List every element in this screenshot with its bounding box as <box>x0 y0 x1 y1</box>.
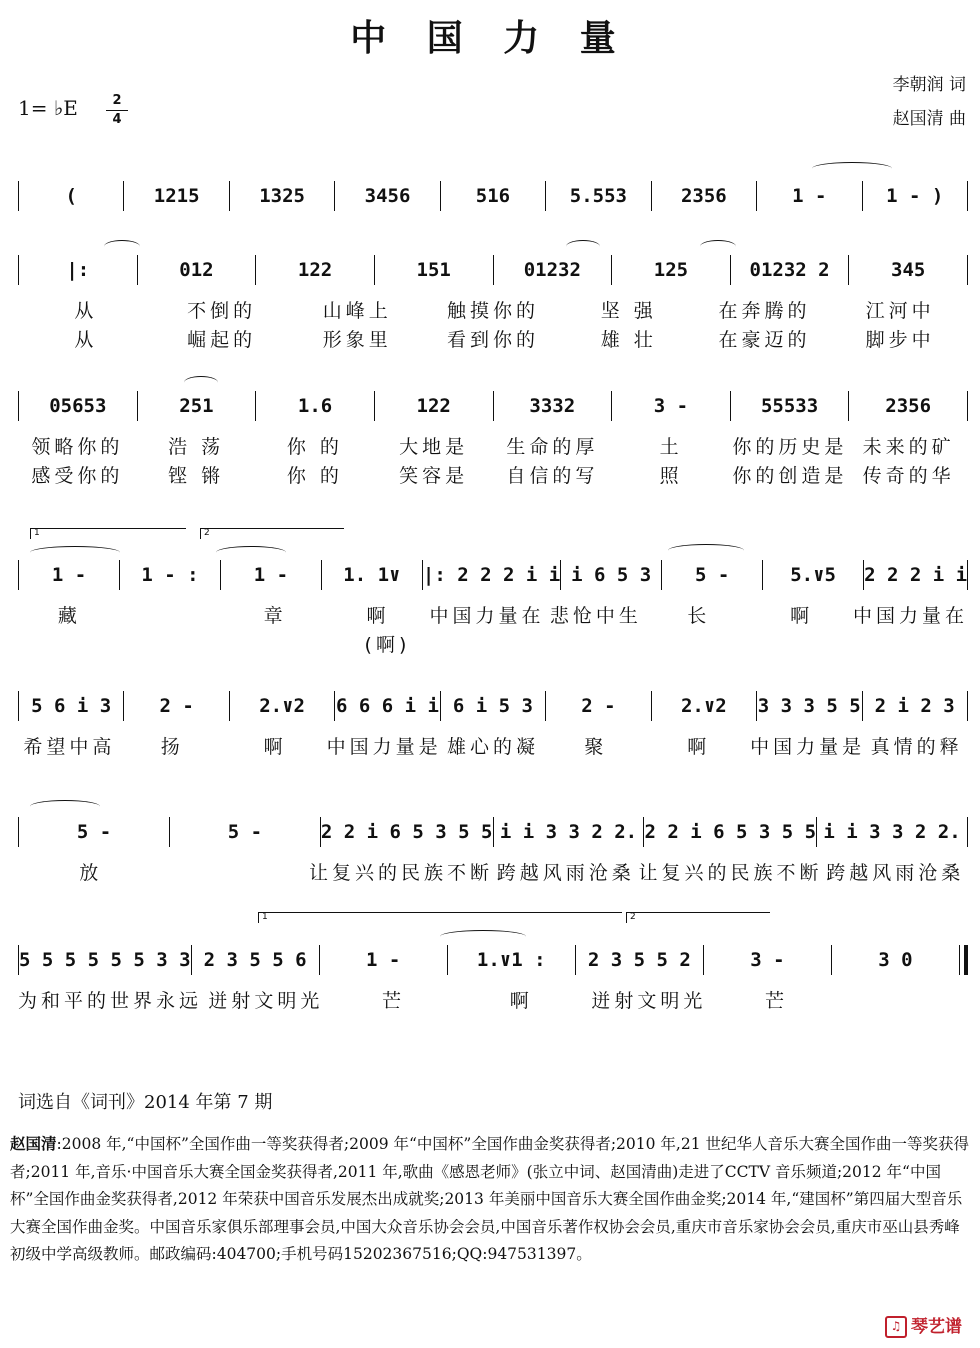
measure: 01232 <box>523 259 581 281</box>
meter-bottom: 4 <box>112 112 122 127</box>
lyric-text: 在豪迈的 <box>718 329 811 351</box>
slur-mark <box>440 930 526 943</box>
notation-line <box>18 812 968 852</box>
lyric-line-1 <box>18 296 968 323</box>
measure: 1325 <box>259 185 305 207</box>
measure: 5 6 i 3 <box>31 695 112 717</box>
measure: |: 2 2 2 i i <box>422 564 561 586</box>
measure: 1. 1∨ <box>343 564 401 586</box>
volta-bracket: 2 <box>200 528 344 539</box>
lyric-text: 跨越风雨沧桑 <box>496 862 635 884</box>
lyric-text: 让复兴的民族不断 <box>309 862 494 884</box>
lyric-text <box>229 630 335 657</box>
lyric-text: 领略你的 <box>31 436 124 458</box>
slur-mark <box>184 376 218 389</box>
measure: 6 i 5 3 <box>452 695 533 717</box>
notation-line <box>18 386 968 426</box>
meter-top: 2 <box>112 93 122 108</box>
measure: 5.553 <box>569 185 627 207</box>
slur-mark <box>30 546 120 559</box>
measure: 122 <box>416 395 451 417</box>
lyric-text: 让复兴的民族不断 <box>638 862 823 884</box>
measure: 2 i 2 3 <box>874 695 955 717</box>
measure: 2 2 2 i i <box>864 564 968 586</box>
lyric-line-2 <box>18 325 968 352</box>
lyric-text: 坚 强 <box>600 300 657 322</box>
score-row <box>18 555 968 665</box>
measure: i i 3 3 2 2. <box>823 821 961 843</box>
measure: 2 3 5 5 2 <box>587 949 691 971</box>
key-signature: 1= ♭E <box>18 96 78 120</box>
song-title: 中 国 力 量 <box>350 18 630 59</box>
source-note: 词选自《词刊》2014 年第 7 期 <box>18 1092 273 1113</box>
lyric-text <box>651 630 757 657</box>
measure: 2 2 i 6 5 3 5 5 <box>320 821 493 843</box>
lyric-text: 你 的 <box>286 436 343 458</box>
lyric-text: 藏 <box>57 605 81 627</box>
time-signature <box>106 94 128 127</box>
lyric-line-1 <box>18 858 968 885</box>
measure: 1 - <box>51 564 87 586</box>
measure: 1215 <box>153 185 200 207</box>
lyric-text: (啊) <box>364 634 411 656</box>
measure: 5 5 5 5 5 5 3 3 <box>19 949 191 971</box>
measure: 1 - <box>366 949 401 971</box>
measure: 1 - <box>253 564 289 586</box>
measure: |: <box>66 259 90 281</box>
barline <box>967 181 968 211</box>
lyric-text: 在奔腾的 <box>718 300 811 322</box>
measure: 5 - <box>227 821 263 843</box>
measure: 3 - <box>653 395 689 417</box>
lyric-text: 笑容是 <box>399 465 469 487</box>
volta-bracket: 2 <box>626 912 770 923</box>
lyric-text <box>18 630 124 657</box>
lyric-text: 照 <box>659 465 683 487</box>
lyric-text: 中国力量在 <box>429 605 545 627</box>
measure: 125 <box>653 259 689 281</box>
lyric-text: 中国力量在 <box>853 605 969 627</box>
bio-text: :2008 年,“中国杯”全国作曲一等奖获得者;2009 年“中国杯”全国作曲金奖获得者;2010 年,21 世纪华人音乐大赛全国作曲一等奖获得者;2011 年,音乐·中国音乐大赛全国金奖获得者,2011 年,歌曲《感恩老师》(张立中词、赵国清曲)走进了CCTV 音乐频道;2012 年“中国杯”全国作曲金奖获得者,2012 年荣获中国音乐发展杰出成就奖;2013 年美丽中国音乐大赛全国作曲金奖;2014 年,“建国杯”第四届大型音乐大赛全国作曲金奖。中国音乐家俱乐部理事会员,中国大众音乐协会会员,中国音乐著作权协会会员,重庆市音乐家协会会员,重庆市巫山县秀峰初级中学高级教师。邮政编码:404700;手机号码15202367516;QQ:947531397。 <box>10 1135 970 1263</box>
logo-icon: ♫ <box>885 1316 907 1338</box>
slur-mark <box>30 800 100 813</box>
notation-line <box>18 176 968 216</box>
lyric-line-2 <box>18 461 968 488</box>
measure: 1 - <box>792 185 827 207</box>
measure: 2.∨2 <box>680 695 727 717</box>
lyric-text: 啊 <box>263 736 287 758</box>
lyric-text <box>121 601 224 628</box>
volta-bracket: 1 <box>258 912 622 923</box>
measure: 2.∨2 <box>259 695 305 717</box>
measure: 1.∨1 : <box>476 949 546 971</box>
measure: 251 <box>179 395 214 417</box>
notation-line <box>18 686 968 726</box>
lyric-text <box>840 986 968 1013</box>
measure: 1 - ) <box>886 185 944 207</box>
lyric-text <box>124 630 230 657</box>
measure: 2356 <box>885 395 932 417</box>
composer-bio <box>10 1130 972 1269</box>
lyric-line-1 <box>18 986 968 1013</box>
lyric-text: 感受你的 <box>31 465 124 487</box>
slur-mark <box>812 162 892 175</box>
measure: 2 2 i 6 5 3 5 5 <box>644 821 817 843</box>
measure: 2356 <box>680 185 727 207</box>
score-row <box>18 250 968 360</box>
lyric-text: 迸射文明光 <box>208 990 324 1012</box>
lyric-text: 未来的矿 <box>862 436 955 458</box>
lyric-text: 看到你的 <box>447 329 540 351</box>
lyric-text: 浩 荡 <box>168 436 225 458</box>
lyric-line-1 <box>18 732 968 759</box>
lyric-text: 你的历史是 <box>732 436 848 458</box>
measure: 012 <box>179 259 214 281</box>
lyric-text: 放 <box>79 862 103 884</box>
lyric-text: 崛起的 <box>187 329 257 351</box>
lyric-text: 脚步中 <box>865 329 935 351</box>
meter-line <box>106 110 128 111</box>
measure: 2 3 5 5 6 <box>203 949 307 971</box>
measure: 5 - <box>76 821 112 843</box>
lyric-text: 啊 <box>366 605 390 627</box>
measure: 345 <box>891 259 926 281</box>
lyric-text <box>863 630 969 657</box>
lyric-text: 土 <box>659 436 683 458</box>
measure: i 6 5 3 <box>571 564 652 586</box>
lyric-line-1 <box>18 601 968 628</box>
notation-line <box>18 555 968 595</box>
lyric-line-2 <box>18 630 968 657</box>
lyric-text: 雄心的凝 <box>447 736 540 758</box>
lyric-text: 江河中 <box>865 300 935 322</box>
lyric-text: 扬 <box>160 736 184 758</box>
lyric-text <box>440 630 546 657</box>
lyric-text <box>757 630 863 657</box>
measure: 151 <box>416 259 451 281</box>
measure: 3 0 <box>878 949 913 971</box>
score-row <box>18 940 968 1050</box>
lyric-text: 啊 <box>790 605 814 627</box>
lyric-text: 形象里 <box>322 329 392 351</box>
measure: 1 - : <box>141 564 199 586</box>
lyric-text: 从 <box>74 329 98 351</box>
lyric-text: 跨越风雨沧桑 <box>826 862 965 884</box>
logo-text: 琴艺谱 <box>911 1317 962 1337</box>
barline <box>967 691 968 721</box>
barline <box>959 945 968 975</box>
measure: 516 <box>475 185 511 207</box>
measure: 1.6 <box>297 395 333 417</box>
lyric-text: 生命的厚 <box>506 436 599 458</box>
lyric-text: 希望中高 <box>23 736 116 758</box>
lyric-text: 啊 <box>687 736 711 758</box>
measure: 3332 <box>529 395 576 417</box>
notation-line <box>18 940 968 980</box>
lyric-text: 铿 锵 <box>168 465 225 487</box>
measure: 3456 <box>364 185 411 207</box>
lyric-text: 芒 <box>382 990 406 1012</box>
lyric-text: 聚 <box>584 736 608 758</box>
measure: 2 - <box>581 695 616 717</box>
lyric-text: 迸射文明光 <box>591 990 707 1012</box>
measure: 3 3 3 5 5 <box>757 695 861 717</box>
lyric-text: 你 的 <box>286 465 343 487</box>
measure: 01232 2 <box>749 259 830 281</box>
lyric-text: 长 <box>687 605 711 627</box>
measure: 122 <box>297 259 333 281</box>
slur-mark <box>104 240 140 253</box>
notation-line <box>18 250 968 290</box>
lyric-text: 不倒的 <box>187 300 257 322</box>
measure: 5 - <box>694 564 730 586</box>
measure: i i 3 3 2 2. <box>499 821 638 843</box>
volta-bracket: 1 <box>30 528 186 539</box>
lyric-text: 真情的释 <box>870 736 963 758</box>
slur-mark <box>668 544 744 557</box>
lyric-text: 为和平的世界永远 <box>18 990 203 1012</box>
measure: ( <box>65 185 77 207</box>
lyric-text: 山峰上 <box>322 300 392 322</box>
lyric-text: 自信的写 <box>506 465 599 487</box>
measure: 2 - <box>159 695 194 717</box>
lyric-text: 大地是 <box>399 436 469 458</box>
measure: 5.∨5 <box>790 564 836 586</box>
lyricist-credit: 李朝润 词 <box>892 75 966 95</box>
bio-name: 赵国清 <box>10 1134 57 1153</box>
measure: 55533 <box>760 395 819 417</box>
lyric-text: 从 <box>74 300 98 322</box>
score-row <box>18 686 968 796</box>
measure: 6 6 6 i i <box>336 695 439 717</box>
lyric-text <box>546 630 652 657</box>
lyric-text: 雄 壮 <box>600 329 657 351</box>
lyric-text: 芒 <box>765 990 789 1012</box>
barline <box>967 391 968 421</box>
lyric-text: 悲怆中生 <box>549 605 642 627</box>
barline <box>967 817 968 847</box>
measure: 3 - <box>750 949 785 971</box>
site-logo[interactable] <box>885 1312 962 1338</box>
barline <box>967 560 968 590</box>
score-row <box>18 812 968 922</box>
barline <box>967 255 968 285</box>
lyric-text: 你的创造是 <box>732 465 848 487</box>
lyric-text: 中国力量是 <box>750 736 866 758</box>
lyric-text: 传奇的华 <box>862 465 955 487</box>
slur-mark <box>700 240 736 253</box>
slur-mark <box>566 240 600 253</box>
measure: 05653 <box>49 395 107 417</box>
composer-credit: 赵国清 曲 <box>892 109 966 129</box>
lyric-text: 章 <box>263 605 287 627</box>
lyric-text: 中国力量是 <box>326 736 442 758</box>
score-row <box>18 386 968 496</box>
lyric-line-1 <box>18 432 968 459</box>
slur-mark <box>216 546 286 559</box>
lyric-text: 触摸你的 <box>447 300 540 322</box>
lyric-text <box>164 858 310 885</box>
lyric-text: 啊 <box>509 990 533 1012</box>
